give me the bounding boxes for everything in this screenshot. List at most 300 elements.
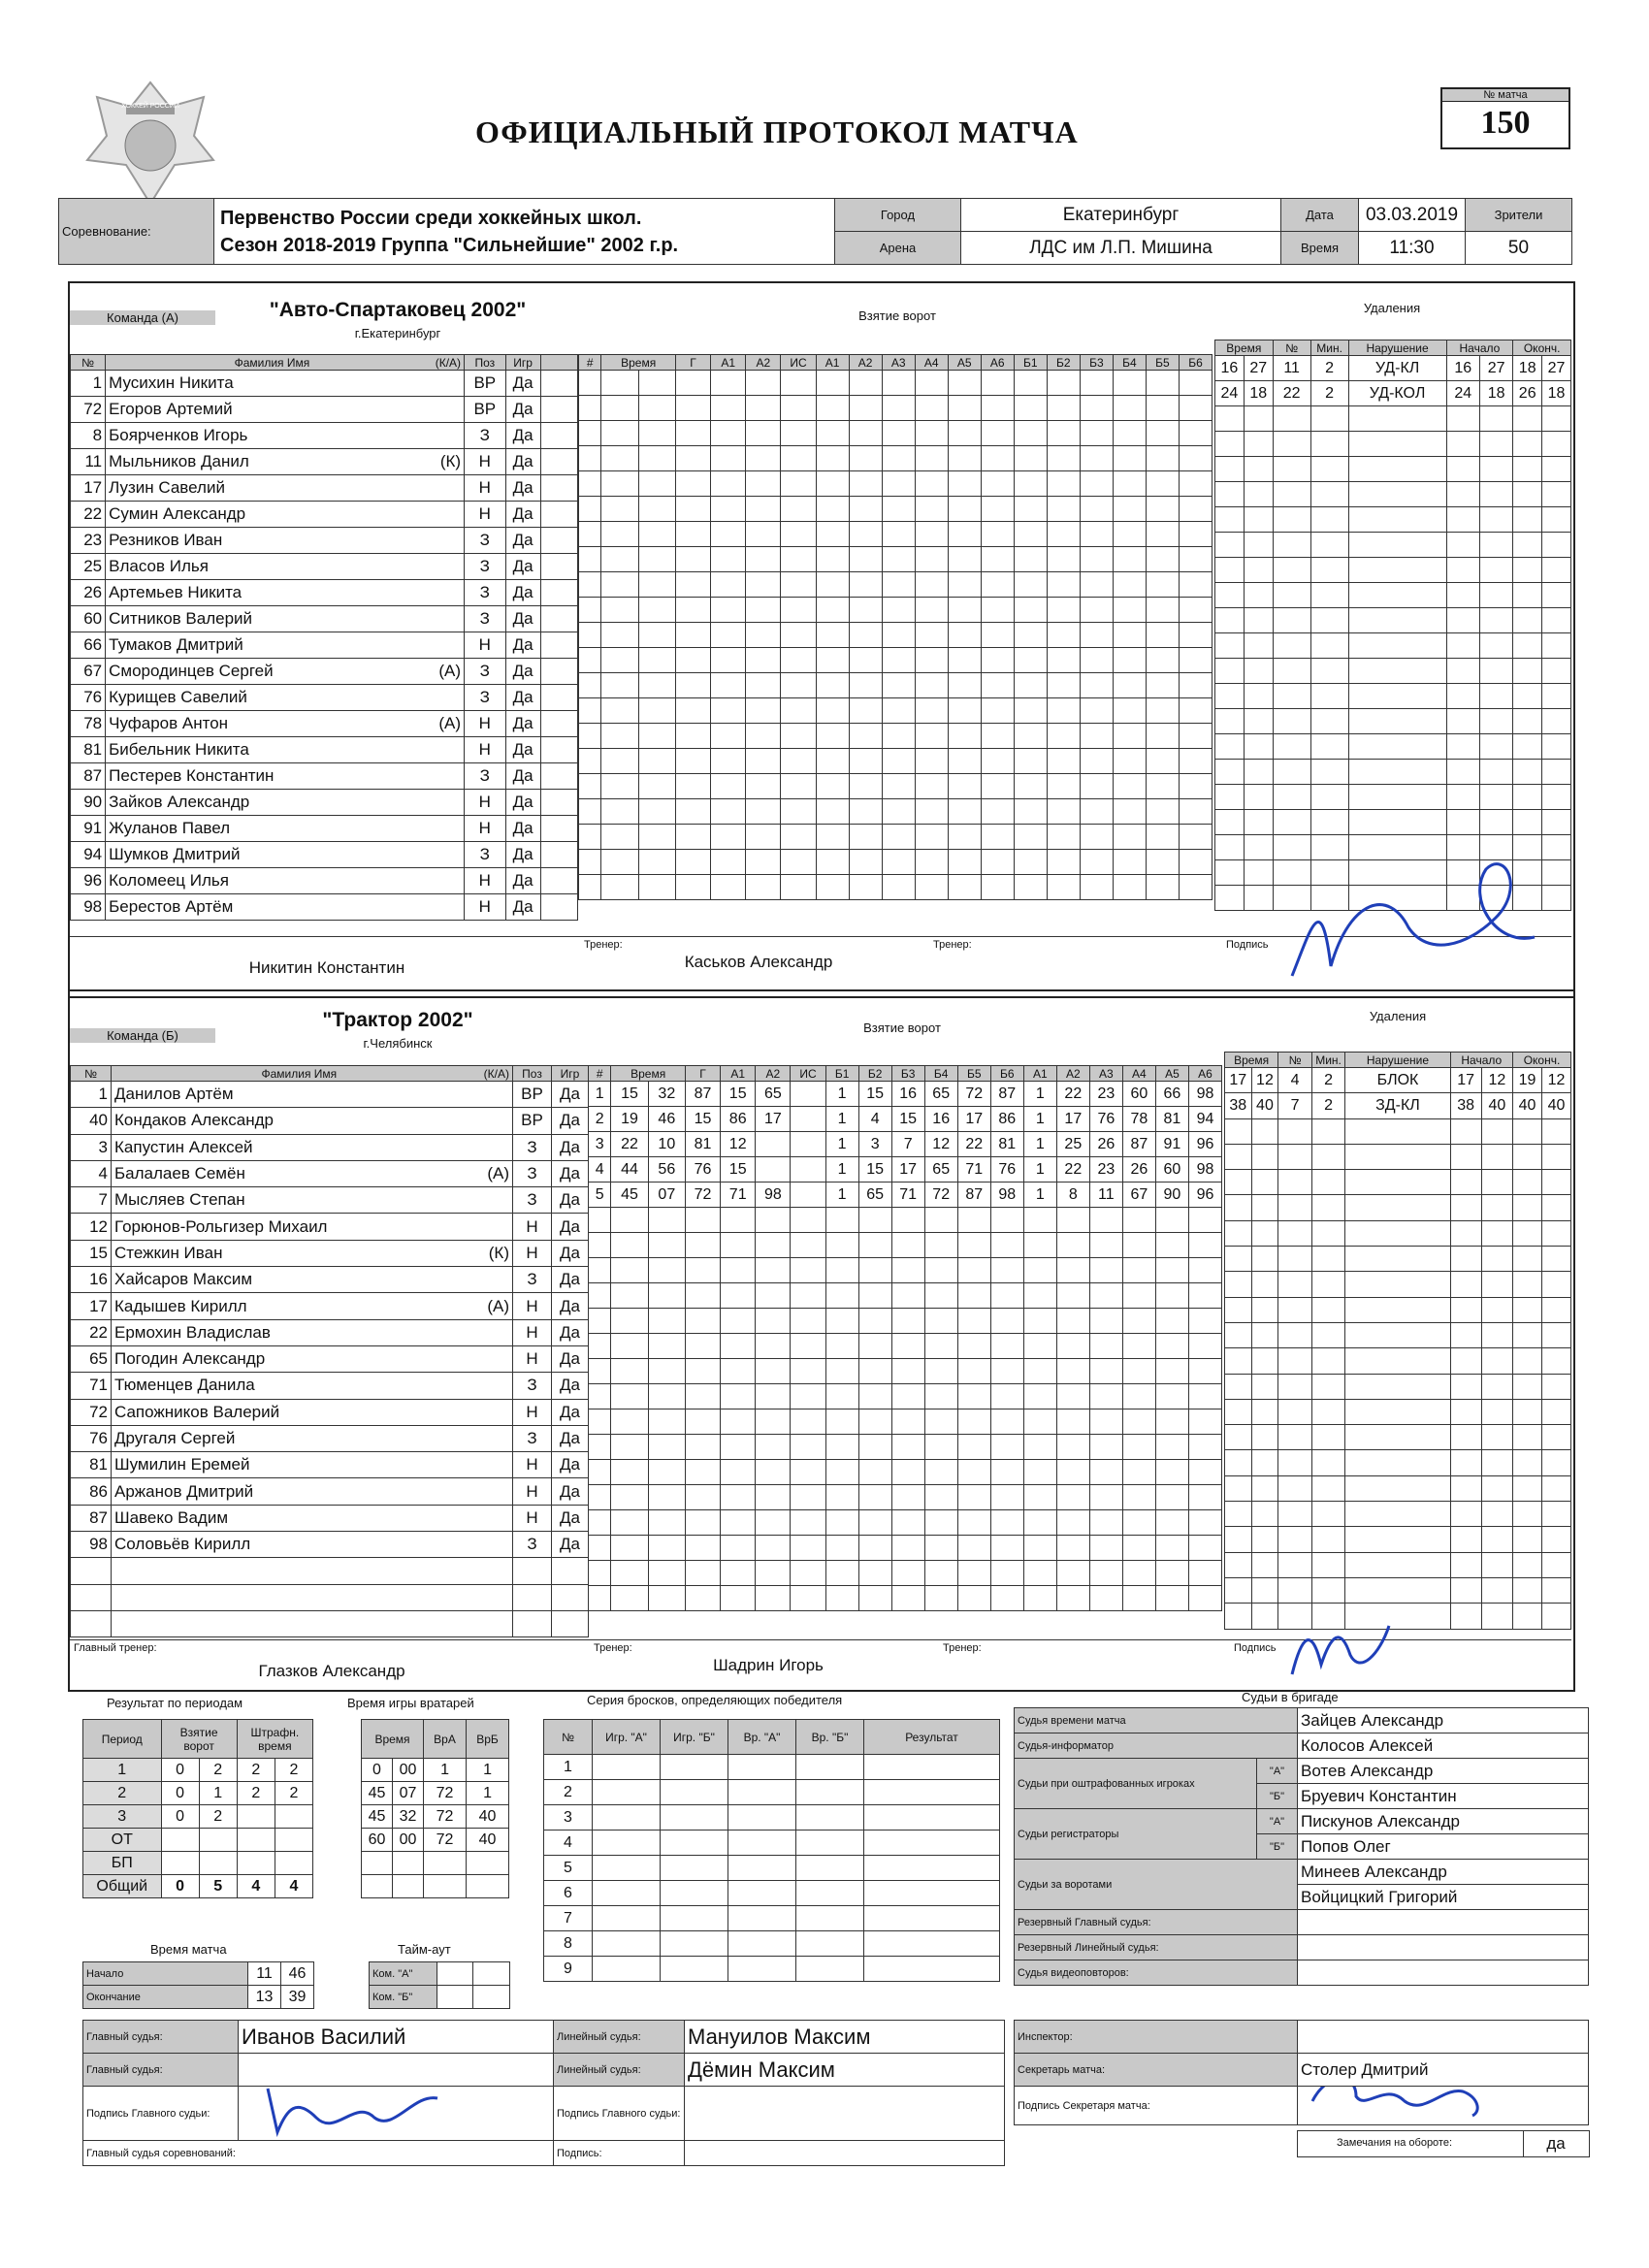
goal-cell — [891, 1409, 924, 1435]
goal-cell — [756, 1283, 791, 1309]
goal-cell — [781, 648, 816, 673]
player-position — [513, 1610, 552, 1636]
goal-cell — [746, 623, 781, 648]
penalty-cell — [1251, 1272, 1278, 1297]
penalty-cell — [1446, 583, 1479, 608]
goal-cell: 16 — [891, 1082, 924, 1107]
goal-cell — [746, 825, 781, 850]
goal-cell — [981, 572, 1014, 598]
match-number: 150 — [1480, 105, 1531, 141]
player-played: Да — [552, 1293, 589, 1319]
goal-cell — [915, 421, 948, 446]
goal-cell — [1113, 825, 1146, 850]
penalty-row — [1215, 633, 1571, 659]
penalty-row — [1225, 1348, 1571, 1374]
goal-cell — [579, 446, 601, 471]
goal-cell — [781, 698, 816, 724]
goalie-row — [362, 1829, 509, 1852]
goal-cell — [675, 875, 710, 900]
goal-cell — [891, 1586, 924, 1611]
goal-cell — [1155, 1409, 1188, 1435]
goal-cell — [721, 1384, 756, 1409]
remarks-row: Замечания на обороте: да — [1297, 2130, 1590, 2157]
goal-cell — [1122, 1460, 1155, 1485]
goal-row — [579, 471, 1212, 497]
goal-cell — [579, 598, 601, 623]
shootout-cell — [661, 1856, 728, 1881]
penalty-cell — [1311, 1247, 1345, 1272]
shootout-cell — [728, 1805, 796, 1831]
goal-cell — [721, 1208, 756, 1233]
goal-cell — [611, 1435, 648, 1460]
goal-cell — [1146, 774, 1179, 799]
goal-cell — [891, 1233, 924, 1258]
goal-cell — [685, 1586, 720, 1611]
penalty-row — [1225, 1220, 1571, 1246]
penalty-cell — [1481, 1272, 1512, 1297]
goal-cell — [1047, 446, 1080, 471]
shootout-number: 5 — [544, 1856, 593, 1881]
penalty-cell — [1479, 709, 1512, 734]
penalty-cell — [1348, 785, 1446, 810]
penalty-cell — [1215, 457, 1245, 482]
goal-cell — [579, 471, 601, 497]
goal-cell — [948, 497, 981, 522]
match-number-label: № матча — [1442, 89, 1568, 102]
goal-cell — [1122, 1435, 1155, 1460]
goal-cell — [601, 598, 638, 623]
goal-cell: 25 — [1056, 1132, 1089, 1157]
goal-cell — [601, 774, 638, 799]
match-number-box — [1440, 87, 1570, 149]
start-time: 11:30 — [1359, 232, 1466, 265]
goal-cell — [1023, 1208, 1056, 1233]
penalty-cell — [1513, 1170, 1542, 1195]
player-number: 67 — [71, 659, 106, 685]
goal-cell — [648, 1258, 685, 1283]
shootout-row — [544, 1931, 1000, 1957]
goal-cell: 11 — [1089, 1183, 1122, 1208]
goal-cell — [957, 1283, 990, 1309]
penalty-cell — [1542, 583, 1571, 608]
penalty-cell — [1446, 608, 1479, 633]
goalie-value: 1 — [467, 1759, 509, 1782]
penalty-cell — [1278, 1144, 1312, 1169]
goal-cell — [611, 1208, 648, 1233]
player-played: Да — [505, 475, 540, 502]
team-b-coach: Шадрин Игорь — [713, 1656, 824, 1674]
penalty-cell — [1450, 1195, 1481, 1220]
penalty-cell — [1481, 1247, 1512, 1272]
team-a-player-row — [71, 685, 578, 711]
period-row — [83, 1852, 313, 1875]
goal-cell — [825, 1384, 858, 1409]
goal-cell — [1080, 547, 1113, 572]
goal-cell — [981, 598, 1014, 623]
goal-cell — [781, 774, 816, 799]
penalty-cell — [1244, 684, 1273, 709]
team-b-label: Команда (Б) — [70, 1028, 215, 1043]
team-b-signature — [1282, 1616, 1399, 1684]
page-title: ОФИЦИАЛЬНЫЙ ПРОТОКОЛ МАТЧА — [475, 114, 1079, 149]
player-position: З — [465, 685, 506, 711]
team-b-player-row — [71, 1319, 589, 1345]
penalty-cell — [1542, 482, 1571, 507]
penalty-cell — [1310, 734, 1348, 760]
player-played — [552, 1584, 589, 1610]
goal-row — [589, 1384, 1222, 1409]
player-name: Ситников Валерий — [106, 606, 465, 632]
goal-cell: 87 — [990, 1082, 1023, 1107]
goal-cell — [589, 1435, 611, 1460]
team-b-player-row — [71, 1505, 589, 1531]
goal-cell — [1056, 1586, 1089, 1611]
goal-cell — [1089, 1283, 1122, 1309]
penalty-cell — [1225, 1502, 1252, 1527]
goal-cell — [1188, 1283, 1221, 1309]
goal-cell — [981, 724, 1014, 749]
player-played: Да — [505, 868, 540, 894]
goalie-value: 72 — [424, 1782, 467, 1805]
penalty-cell: 4 — [1278, 1068, 1312, 1093]
goal-cell — [882, 371, 915, 396]
goal-cell — [648, 1435, 685, 1460]
goal-cell — [948, 598, 981, 623]
grid-header: Г — [685, 1066, 720, 1082]
penalty-cell: 12 — [1481, 1068, 1512, 1093]
goal-cell — [685, 1409, 720, 1435]
goal-cell — [675, 446, 710, 471]
penalty-cell — [1273, 558, 1310, 583]
penalty-cell — [1481, 1118, 1512, 1144]
goal-cell — [781, 446, 816, 471]
goal-cell — [882, 598, 915, 623]
goal-cell — [589, 1536, 611, 1561]
goal-cell: 3 — [858, 1132, 891, 1157]
penalty-cell — [1481, 1348, 1512, 1374]
period-value: 2 — [199, 1759, 237, 1782]
goal-row — [579, 522, 1212, 547]
team-a-player-row — [71, 711, 578, 737]
penalty-cell — [1513, 1475, 1542, 1501]
penalty-cell — [1542, 533, 1571, 558]
player-played: Да — [505, 737, 540, 763]
goal-cell: 5 — [589, 1183, 611, 1208]
goal-cell — [1188, 1384, 1221, 1409]
goal-cell — [924, 1384, 957, 1409]
penalty-cell: 40 — [1481, 1093, 1512, 1118]
goal-cell — [746, 799, 781, 825]
goal-cell — [1023, 1536, 1056, 1561]
goal-cell — [948, 698, 981, 724]
player-played: Да — [552, 1373, 589, 1399]
goal-cell: 23 — [1089, 1157, 1122, 1183]
penalty-cell — [1311, 1195, 1345, 1220]
goal-cell — [721, 1283, 756, 1309]
penalty-cell — [1215, 785, 1245, 810]
goal-cell — [791, 1536, 825, 1561]
goal-cell — [825, 1233, 858, 1258]
penalty-cell — [1513, 709, 1542, 734]
period-row — [83, 1782, 313, 1805]
goal-cell — [816, 698, 849, 724]
player-name: Балалаев Семён (А) — [112, 1160, 513, 1186]
goal-cell — [756, 1510, 791, 1536]
goal-cell — [601, 850, 638, 875]
shootout-cell — [864, 1780, 1000, 1805]
penalty-cell — [1542, 432, 1571, 457]
goal-cell — [924, 1283, 957, 1309]
goal-cell: 71 — [957, 1157, 990, 1183]
goal-cell — [948, 572, 981, 598]
penalty-cell — [1244, 406, 1273, 432]
penalty-cell — [1513, 608, 1542, 633]
penalty-cell — [1348, 482, 1446, 507]
penalty-cell — [1481, 1527, 1512, 1552]
team-b-player-row — [71, 1478, 589, 1505]
goal-cell — [1179, 598, 1212, 623]
shootout-number: 9 — [544, 1957, 593, 1982]
penalty-cell — [1513, 533, 1542, 558]
player-name: Берестов Артём — [106, 894, 465, 921]
goal-cell — [891, 1485, 924, 1510]
penalty-cell — [1225, 1604, 1252, 1629]
goal-cell — [957, 1258, 990, 1283]
goal-cell — [1014, 724, 1047, 749]
goal-cell — [638, 749, 675, 774]
goal-cell — [721, 1510, 756, 1536]
penalty-cell: 12 — [1251, 1068, 1278, 1093]
goal-cell: 65 — [756, 1082, 791, 1107]
player-number: 78 — [71, 711, 106, 737]
penalty-cell — [1251, 1577, 1278, 1603]
penalty-cell — [1450, 1425, 1481, 1450]
goal-cell — [638, 446, 675, 471]
goal-cell — [756, 1334, 791, 1359]
penalty-cell — [1345, 1272, 1450, 1297]
goal-cell — [957, 1384, 990, 1409]
goal-cell — [791, 1586, 825, 1611]
shootout-number: 1 — [544, 1755, 593, 1780]
penalty-cell — [1311, 1118, 1345, 1144]
penalty-cell — [1244, 507, 1273, 533]
goal-cell — [849, 471, 882, 497]
goal-cell — [981, 396, 1014, 421]
goal-cell: 81 — [990, 1132, 1023, 1157]
main-referee-2 — [239, 2054, 554, 2087]
goal-cell — [675, 850, 710, 875]
goal-cell — [957, 1536, 990, 1561]
goal-cell — [1113, 598, 1146, 623]
goal-cell: 60 — [1122, 1082, 1155, 1107]
goal-cell: 1 — [825, 1157, 858, 1183]
goalie-value: 0 — [362, 1759, 393, 1782]
goal-cell — [948, 724, 981, 749]
goal-cell — [781, 396, 816, 421]
penalty-row — [1215, 533, 1571, 558]
goal-cell: 1 — [825, 1082, 858, 1107]
goal-cell: 96 — [1188, 1132, 1221, 1157]
goal-cell — [721, 1258, 756, 1283]
goal-cell — [891, 1359, 924, 1384]
goal-cell — [1188, 1561, 1221, 1586]
goal-cell: 72 — [957, 1082, 990, 1107]
goal-cell — [948, 875, 981, 900]
grid-header: А3 — [882, 355, 915, 371]
goal-cell — [1188, 1586, 1221, 1611]
goal-cell — [891, 1334, 924, 1359]
goal-cell: 15 — [891, 1107, 924, 1132]
goal-row — [589, 1334, 1222, 1359]
goal-cell — [1056, 1485, 1089, 1510]
inspector — [1298, 2021, 1589, 2054]
player-name: Капустин Алексей — [112, 1134, 513, 1160]
goal-cell — [990, 1309, 1023, 1334]
goal-cell — [638, 825, 675, 850]
penalty-cell — [1450, 1170, 1481, 1195]
penalty-cell — [1450, 1552, 1481, 1577]
goal-cell — [1080, 850, 1113, 875]
grid-header: Б3 — [891, 1066, 924, 1082]
goal-cell — [957, 1435, 990, 1460]
penalty-cell — [1479, 760, 1512, 785]
penalty-cell — [1251, 1450, 1278, 1475]
goal-cell: 2 — [589, 1107, 611, 1132]
goal-cell — [1113, 623, 1146, 648]
goal-cell — [675, 522, 710, 547]
shootout-number: 3 — [544, 1805, 593, 1831]
team-a-coach: Каськов Александр — [684, 953, 833, 971]
goal-cell — [825, 1283, 858, 1309]
penalty-cell — [1251, 1374, 1278, 1399]
player-name: Данилов Артём — [112, 1082, 513, 1108]
goal-cell — [816, 471, 849, 497]
goal-cell — [675, 471, 710, 497]
penalty-cell — [1278, 1220, 1312, 1246]
goal-cell — [781, 673, 816, 698]
goal-cell — [589, 1258, 611, 1283]
goal-cell — [589, 1586, 611, 1611]
period-value: 2 — [237, 1782, 275, 1805]
goal-cell — [1122, 1359, 1155, 1384]
goal-cell — [891, 1258, 924, 1283]
goal-cell — [781, 825, 816, 850]
penalty-cell — [1446, 406, 1479, 432]
team-b-player-row — [71, 1452, 589, 1478]
goal-cell — [638, 850, 675, 875]
goal-cell — [1188, 1536, 1221, 1561]
goal-cell — [1014, 572, 1047, 598]
goal-cell — [1155, 1460, 1188, 1485]
penalty-row — [1225, 1527, 1571, 1552]
team-b-player-row — [71, 1160, 589, 1186]
scorer-b: Попов Олег — [1298, 1834, 1589, 1860]
penalty-cell — [1273, 734, 1310, 760]
goal-cell — [579, 396, 601, 421]
penalty-cell — [1244, 608, 1273, 633]
penalty-cell — [1215, 533, 1245, 558]
goal-cell — [721, 1561, 756, 1586]
penalty-cell — [1541, 1322, 1570, 1347]
goal-cell — [1155, 1536, 1188, 1561]
goal-cell — [915, 673, 948, 698]
goal-cell — [721, 1435, 756, 1460]
goal-cell: 87 — [1122, 1132, 1155, 1157]
goal-cell — [915, 396, 948, 421]
goal-cell — [1113, 774, 1146, 799]
penalty-cell — [1244, 886, 1273, 911]
goal-cell — [579, 850, 601, 875]
goal-cell — [611, 1283, 648, 1309]
goal-cell — [924, 1409, 957, 1435]
goal-cell — [825, 1409, 858, 1435]
penalty-row — [1225, 1093, 1571, 1118]
goal-cell — [1047, 875, 1080, 900]
period-value: 0 — [161, 1782, 199, 1805]
goal-cell — [648, 1485, 685, 1510]
shootout-cell — [593, 1780, 661, 1805]
penalty-cell — [1450, 1475, 1481, 1501]
goal-cell — [1014, 396, 1047, 421]
goal-cell — [791, 1510, 825, 1536]
goal-cell — [990, 1435, 1023, 1460]
goal-cell — [721, 1233, 756, 1258]
goal-cell — [1056, 1309, 1089, 1334]
penalty-cell — [1446, 659, 1479, 684]
cell — [540, 449, 577, 475]
goalie-row — [362, 1759, 509, 1782]
goal-cell — [924, 1359, 957, 1384]
goalie-row — [362, 1805, 509, 1829]
goal-cell: 17 — [756, 1107, 791, 1132]
goal-row — [589, 1485, 1222, 1510]
goal-cell — [924, 1510, 957, 1536]
goal-cell — [589, 1384, 611, 1409]
goal-cell: 10 — [648, 1132, 685, 1157]
goal-cell — [924, 1460, 957, 1485]
goal-cell — [915, 648, 948, 673]
goal-cell — [756, 1435, 791, 1460]
player-position: Н — [465, 502, 506, 528]
shootout-cell — [593, 1881, 661, 1906]
penalty-cell: 16 — [1446, 356, 1479, 381]
goal-cell — [756, 1309, 791, 1334]
goal-cell — [858, 1233, 891, 1258]
goal-cell — [1014, 799, 1047, 825]
grid-header: Б1 — [825, 1066, 858, 1082]
player-name: Мысляев Степан — [112, 1187, 513, 1214]
player-number: 17 — [71, 1293, 112, 1319]
goal-cell — [816, 497, 849, 522]
goal-cell — [849, 522, 882, 547]
player-name: Другаля Сергей — [112, 1425, 513, 1451]
goal-cell — [791, 1082, 825, 1107]
goal-cell — [1188, 1510, 1221, 1536]
penalty-cell — [1225, 1195, 1252, 1220]
penalty-cell — [1450, 1247, 1481, 1272]
goal-cell — [721, 1409, 756, 1435]
player-played: Да — [505, 502, 540, 528]
penalty-row — [1225, 1170, 1571, 1195]
penalty-cell — [1542, 608, 1571, 633]
goal-cell — [1080, 825, 1113, 850]
penalty-cell — [1446, 457, 1479, 482]
goal-cell — [1179, 698, 1212, 724]
goal-cell — [1014, 623, 1047, 648]
goal-cell — [990, 1258, 1023, 1283]
penalty-cell — [1215, 835, 1245, 860]
goal-cell — [685, 1334, 720, 1359]
